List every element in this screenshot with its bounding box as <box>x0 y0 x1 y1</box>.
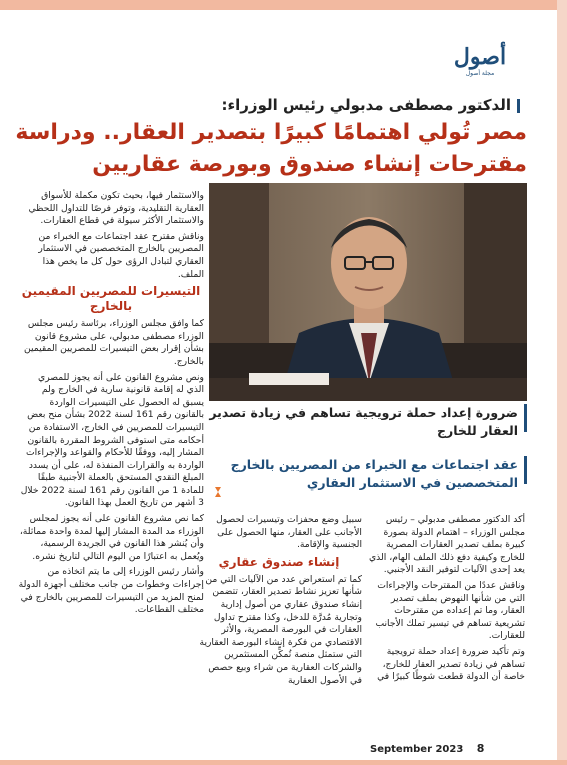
magazine-logo: أصول <box>453 44 507 70</box>
article-title-line-2: مقترحات إنشاء صندوق وبورصة عقاريين <box>92 152 527 177</box>
callout-box-2 <box>209 456 527 492</box>
right-paragraph-2: وناقش عددًا من المقترحات والإجراءات التي من شأنها النهوض بملف تصدير العقار، وما تم إعداده من مقترحات تشريعية تساهم في تيسير تملك الأجانب للعقارات. <box>375 579 525 642</box>
middle-subheading: إنشاء صندوق عقاري <box>218 554 340 569</box>
callout-2-text: عقد اجتماعات مع الخبراء من المصريين بالخارج المتخصصين في الاستثمار العقاري <box>230 457 518 490</box>
callout-1-text: ضرورة إعداد حملة ترويجية تساهم في زيادة تصدير العقار للخارج <box>209 405 518 438</box>
kicker-text: الدكتور مصطفى مدبولي رئيس الوزراء: <box>221 96 511 114</box>
left-subheading: التيسيرات للمصريين المقيمين بالخارج <box>21 284 201 314</box>
callout-box-1 <box>209 404 527 440</box>
article-title-line-1: مصر تُولي اهتمامًا كبيرًا بتصدير العقار.. ودراسة <box>15 120 527 145</box>
kicker-bar-icon <box>517 99 520 113</box>
left-paragraph-3: كما وافق مجلس الوزراء، برئاسة رئيس مجلس الوزراء مصطفى مدبولي، على مشروع قانون بشأن إقرار بعض التيسيرات للمصريين المقيمين بالخارج. <box>24 318 204 367</box>
left-paragraph-6: وأشار رئيس الوزراء إلى ما يتم اتخاذه من إجراءات وخطوات من جانب مختلف أجهزة الدولة لمنح المزيد من التيسيرات للمصريين بالخارج في مختلف القطاعات. <box>18 566 204 616</box>
page-footer <box>370 742 520 755</box>
footer-month: September 2023 <box>370 744 464 755</box>
left-paragraph-2: وناقش مقترح عقد اجتماعات مع الخبراء من المصريين بالخارج المتخصصين في الاستثمار العقاري لتبادل الرؤى حول كل ما يخص هذا الملف. <box>38 230 204 280</box>
callout-2-bar-icon <box>524 456 527 484</box>
page-number: 8 <box>476 742 485 755</box>
bottom-decor-stripe <box>0 760 567 765</box>
side-decor-bar <box>557 0 567 765</box>
left-column <box>18 190 204 620</box>
callout-2-orange-icon <box>213 486 223 498</box>
middle-paragraph-1: سبيل وضع محفزات وتيسيرات لحصول الأجانب على العقار، منها الحصول على الجنسية والإقامة. <box>216 514 362 551</box>
top-decor-stripe <box>0 0 567 10</box>
right-paragraph-1: أكد الدكتور مصطفى مدبولي – رئيس مجلس الوزراء – اهتمام الدولة بصورة كبيرة بملف تصدير العقارات المصرية للخارج وكيفية دفع ذلك الملف الهام، الذي يعد إحدى الآليات لتوفير النقد الأجنبي. <box>368 514 525 576</box>
middle-column <box>196 514 362 690</box>
left-paragraph-1: والاستثمار فيها، بحيث تكون مكملة للأسواق العقارية التقليدية، وتوفر فرصًا للتداول اللحظي والاستثمار الأكثر سيولة في قطاع العقارات. <box>28 190 204 227</box>
middle-paragraph-2: كما تم استعراض عدد من الآليات التي من شأنها تعزيز نشاط تصدير العقار، تتضمن إنشاء صندوق عقاري من أصول إدارية وتجارية مُدرَّة للدخل، وكذا مقترح تداول العقارات في البورصة المصرية، والأثر الاقتصادي من فكرة إنشاء البورصة العقارية التي ستمثل منصة تُمكِّن المستثمرين والشركات العقارية من شراء وبيع حصص في الأصول العقارية <box>199 573 362 686</box>
article-kicker <box>40 96 520 114</box>
right-paragraph-3: وتم تأكيد ضرورة إعداد حملة ترويجية تساهم في زيادة تصدير العقار للخارج، خاصة أن الدولة قطعت شوطًا كبيرًا في <box>377 645 525 683</box>
article-photo <box>209 183 527 401</box>
magazine-logo-tagline: مجلة أصول <box>465 70 495 77</box>
left-paragraph-5: كما نص مشروع القانون على أنه يجوز لمجلس الوزراء مد المدة المشار إليها لمدة واحدة مماثلة، وأن يُنشر هذا القانون في الجريدة الرسمية، ويُعمل به اعتبارًا من اليوم التالي لتاريخ نشره. <box>19 513 204 562</box>
callout-1-bar-icon <box>524 404 527 432</box>
portrait-illustration <box>209 183 527 401</box>
left-paragraph-4: ونص مشروع القانون على أنه يجوز للمصري الذي له إقامة قانونية سارية في الخارج ولم يسبق له الحصول على التيسيرات الواردة بالقانون رقم 161 لسنة 2022 بشأن منح بعض التيسيرات للمصريين في الخارج، الاستفادة من أحكامه متى استوفى الشروط المقررة بالقانون المشار إليه، ووفقًا للأحكام والقواعد والإجراءات الواردة به والقرارات المنفذة له، على أن يسدد المبلغ النقدي المستحق بالعملة الأجنبية طبقًا للمادة 1 من القانون رقم 161 لسنة 2022 خلال 3 أشهر من تاريخ العمل بهذا القانون. <box>20 371 204 509</box>
right-column <box>365 514 525 687</box>
